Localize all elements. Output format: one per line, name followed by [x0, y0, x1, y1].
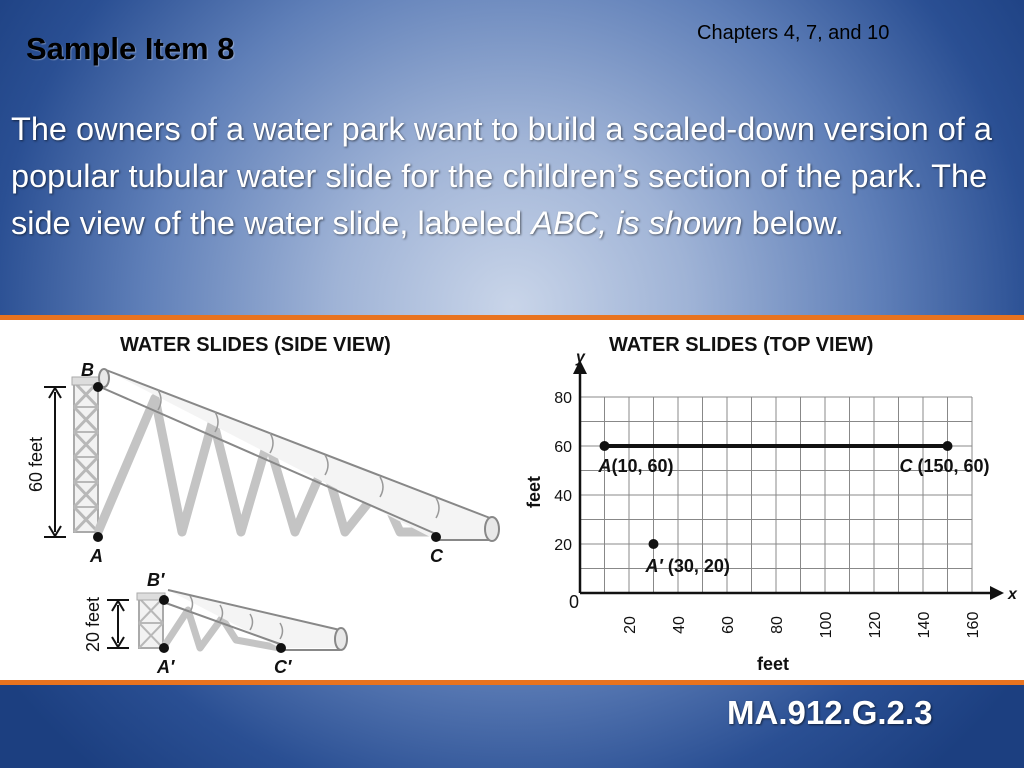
big-height-dimension: [44, 387, 66, 537]
big-height-label: 60 feet: [26, 436, 46, 492]
problem-text-italic: ABC, is shown: [531, 205, 743, 241]
point-label: A(10, 60): [598, 456, 674, 476]
point-a: [93, 532, 103, 542]
point-marker: [943, 441, 953, 451]
point-marker: [649, 539, 659, 549]
x-tick-label: 40: [671, 616, 688, 634]
x-tick-label: 120: [867, 611, 884, 639]
y-tick-labels: [554, 390, 572, 554]
y-tick-label: 80: [554, 390, 572, 407]
point-c-prime: [276, 643, 286, 653]
point-a-label: A: [90, 546, 103, 566]
x-tick-label: 80: [769, 616, 786, 634]
point-marker: [600, 441, 610, 451]
slide-title: Sample Item 8: [26, 31, 235, 66]
small-slide: [83, 570, 347, 677]
point-b-prime: [159, 595, 169, 605]
small-height-dimension: [107, 600, 129, 648]
plot-marks: [598, 441, 990, 576]
slide-header: [0, 0, 1024, 318]
point-a-prime: [159, 643, 169, 653]
small-height-label: 20 feet: [83, 596, 103, 652]
x-tick-labels: [622, 612, 982, 639]
y-axis-variable: y: [576, 349, 585, 366]
grid-lines: [580, 397, 972, 593]
standard-code: MA.912.G.2.3: [727, 694, 933, 731]
big-tower: [72, 377, 100, 532]
x-tick-label: 100: [818, 611, 835, 639]
problem-text-part2: below.: [742, 205, 844, 241]
chapters-label: Chapters 4, 7, and 10: [697, 22, 890, 44]
point-label: C (150, 60): [899, 456, 990, 476]
point-b: [93, 382, 103, 392]
problem-statement: [11, 106, 1016, 247]
x-axis-label: feet: [757, 654, 790, 674]
point-b-prime-label: B′: [147, 570, 165, 590]
point-c-label: C: [430, 546, 443, 566]
point-label: A′ (30, 20): [645, 556, 730, 576]
side-view-diagram: [26, 334, 499, 677]
figure-svg: [0, 320, 1024, 680]
side-view-title: WATER SLIDES (SIDE VIEW): [120, 334, 391, 356]
x-axis-arrow-icon: [990, 586, 1004, 600]
point-a-prime-label: A′: [157, 657, 175, 677]
point-c: [431, 532, 441, 542]
big-slide: [26, 360, 499, 566]
x-tick-label: 20: [622, 616, 639, 634]
origin-label: 0: [569, 592, 580, 612]
x-tick-label: 160: [965, 611, 982, 639]
point-b-label: B: [81, 360, 94, 380]
x-axis-variable: x: [1008, 586, 1017, 603]
top-view-chart: [524, 334, 1018, 674]
figure-panel: [0, 315, 1024, 685]
x-tick-label: 60: [720, 616, 737, 634]
x-tick-label: 140: [916, 611, 933, 639]
y-tick-label: 60: [554, 439, 572, 456]
problem-text-part1: The owners of a water park want to build a scaled-down version of a popular tubular water slide for the children’s section of the park. The side view of the water slide, labeled: [11, 111, 992, 241]
y-axis-label: feet: [524, 475, 544, 508]
y-tick-label: 40: [554, 488, 572, 505]
point-c-prime-label: C′: [274, 657, 292, 677]
top-view-title: WATER SLIDES (TOP VIEW): [609, 334, 874, 356]
y-tick-label: 20: [554, 537, 572, 554]
